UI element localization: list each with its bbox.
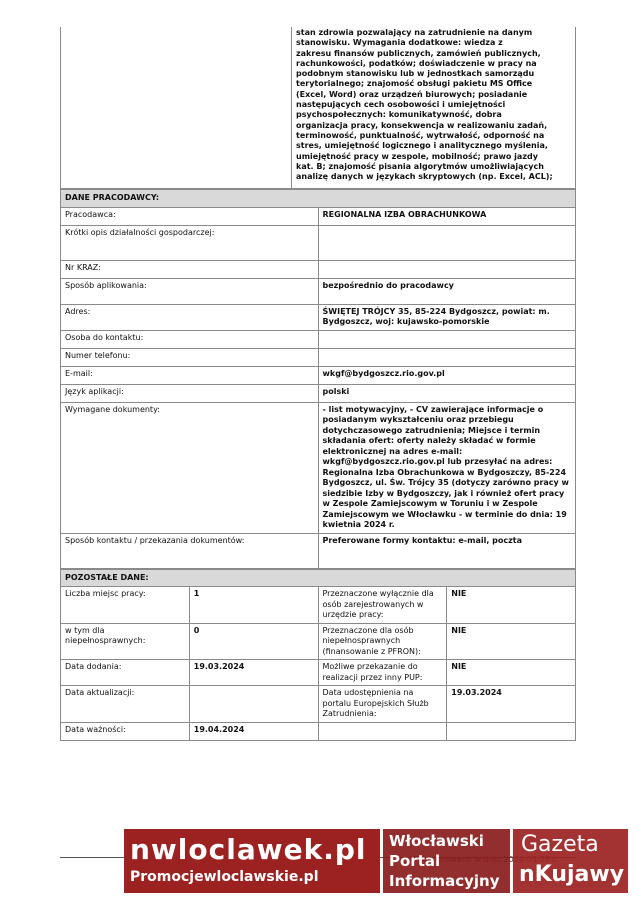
requirements-line: terytorialnego; znajomość obsługi pakietu MS Office: [296, 79, 533, 89]
other-right-value: NIE: [447, 660, 576, 686]
employer-field-value: bezpośrednio do pracodawcy: [318, 278, 576, 304]
employer-field-value: [318, 330, 576, 348]
other-left-label: Data ważności:: [61, 722, 190, 740]
other-right-label: Przeznaczone wyłącznie dla osób zarejestrowanych w urzędzie pracy:: [318, 587, 447, 624]
requirements-line: następujących cech osobowości i umiejętności: [296, 100, 506, 110]
watermark-gazeta: [513, 829, 628, 893]
other-left-value: [189, 686, 318, 723]
other-left-label: w tym dla niepełnosprawnych:: [61, 623, 190, 660]
employer-row: [61, 384, 576, 402]
requirements-line: umiejętność pracy w zespole, mobilność; prawo jazdy: [296, 151, 538, 161]
other-section-title: POZOSTAŁE DANE:: [61, 569, 576, 587]
employer-field-label: Nr KRAZ:: [61, 260, 319, 278]
other-right-label: Możliwe przekazanie do realizacji przez inny PUP:: [318, 660, 447, 686]
employer-row: [61, 278, 576, 304]
employer-field-value: ŚWIĘTEJ TRÓJCY 35, 85-224 Bydgoszcz, powiat: m. Bydgoszcz, woj: kujawsko-pomorskie: [318, 304, 576, 330]
employer-field-label: Sposób kontaktu / przekazania dokumentów:: [61, 533, 319, 568]
watermark-site: nwloclawek.pl: [130, 833, 367, 866]
employer-table: [60, 189, 576, 569]
employer-field-label: E-mail:: [61, 366, 319, 384]
employer-field-label: Krótki opis działalności gospodarczej:: [61, 225, 319, 260]
requirements-line: terminowość, punktualność, wytrwałość, odporność na: [296, 130, 545, 140]
other-data-row: [61, 686, 576, 723]
other-right-value: NIE: [447, 587, 576, 624]
requirements-line: stan zdrowia pozwalający na zatrudnienie na danym: [296, 28, 533, 37]
watermark-kujawy: nKujawy: [519, 862, 625, 887]
other-right-value: [447, 722, 576, 740]
other-left-value: 1: [189, 587, 318, 624]
employer-field-value: [318, 348, 576, 366]
employer-row: [61, 366, 576, 384]
requirements-line: zakresu finansów publicznych, zamówień publicznych,: [296, 48, 541, 58]
job-offer-document: [60, 27, 576, 741]
other-data-row: [61, 722, 576, 740]
employer-row: [61, 260, 576, 278]
watermark-left: [124, 829, 380, 893]
watermark-gazeta-title: Gazeta: [521, 832, 599, 857]
requirements-line: (Excel, Word) oraz urządzeń biurowych; posiadanie: [296, 89, 528, 99]
other-left-label: Data aktualizacji:: [61, 686, 190, 723]
employer-field-value: - list motywacyjny, - CV zawierające informacje o posiadanym wykształceniu oraz przebiegu dotychczasowego zatrudnienia; Miejsce i termin składania ofert: oferty należy składać w formie elektronicznej na adres e-mail: wkgf@bydgoszcz.rio.gov.pl lub przesyłać na adres: Regionalna Izba Obrachunkowa w Bydgoszczy, 85-224 Bydgoszcz, ul. Św. Trójcy 35 (dotyczy zarówno pracy w siedzibie Izby w Bydgoszczy, jak i również ofert pracy w Zespole Zamiejscowym w Toruniu i w Zespole Zamiejscowym we Włocławku - w terminie do dnia: 19 kwietnia 2024 r.: [318, 402, 576, 533]
employer-field-label: Język aplikacji:: [61, 384, 319, 402]
employer-field-label: Numer telefonu:: [61, 348, 319, 366]
other-left-value: 19.04.2024: [189, 722, 318, 740]
watermark-site2: Promocjewloclawskie.pl: [130, 869, 319, 885]
employer-field-label: Osoba do kontaktu:: [61, 330, 319, 348]
watermark-banner: [124, 829, 628, 893]
other-left-label: Data dodania:: [61, 660, 190, 686]
employer-field-label: Adres:: [61, 304, 319, 330]
watermark-portal: [383, 829, 510, 893]
employer-field-label: Sposób aplikowania:: [61, 278, 319, 304]
other-data-row: [61, 623, 576, 660]
other-data-table: [60, 569, 576, 741]
employer-field-value: [318, 225, 576, 260]
other-right-value: 19.03.2024: [447, 686, 576, 723]
employer-field-value: Preferowane formy kontaktu: e-mail, poczta: [318, 533, 576, 568]
employer-row: [61, 348, 576, 366]
watermark-portal-line: Włocławski: [389, 832, 484, 850]
other-left-value: 19.03.2024: [189, 660, 318, 686]
employer-field-value: wkgf@bydgoszcz.rio.gov.pl: [318, 366, 576, 384]
requirements-line: kat. B; znajomość pisania algorytmów umożliwiających: [296, 161, 544, 171]
other-right-value: NIE: [447, 623, 576, 660]
employer-field-value: polski: [318, 384, 576, 402]
requirements-label-cell: [61, 27, 292, 189]
requirements-value-cell: [292, 27, 576, 189]
employer-row: [61, 402, 576, 533]
employer-row: [61, 330, 576, 348]
requirements-line: stanowisku. Wymagania dodatkowe: wiedza z: [296, 38, 503, 48]
requirements-line: analizę danych w językach skryptowych (np. Excel, ACL);: [296, 172, 553, 182]
requirements-line: podobnym stanowisku lub w jednostkach samorządu: [296, 69, 535, 79]
employer-field-value: [318, 260, 576, 278]
employer-section-title: DANE PRACODAWCY:: [61, 190, 576, 208]
requirements-table: [60, 27, 576, 189]
watermark-portal-line: Informacyjny: [389, 872, 500, 890]
employer-row: [61, 207, 576, 225]
requirements-line: organizacja pracy, konsekwencja w realizowaniu zadań,: [296, 120, 548, 130]
employer-field-value: REGIONALNA IZBA OBRACHUNKOWA: [318, 207, 576, 225]
other-left-value: 0: [189, 623, 318, 660]
employer-field-label: Pracodawca:: [61, 207, 319, 225]
other-left-label: Liczba miejsc pracy:: [61, 587, 190, 624]
employer-row: [61, 533, 576, 568]
employer-field-label: Wymagane dokumenty:: [61, 402, 319, 533]
employer-row: [61, 225, 576, 260]
other-data-row: [61, 660, 576, 686]
requirements-line: psychospołecznych: komunikatywność, dobra: [296, 110, 502, 120]
employer-row: [61, 304, 576, 330]
requirements-line: stres, umiejętność logicznego i analitycznego myślenia,: [296, 141, 548, 151]
other-right-label: [318, 722, 447, 740]
other-data-row: [61, 587, 576, 624]
other-right-label: Data udostępnienia na portalu Europejskich Służb Zatrudnienia:: [318, 686, 447, 723]
other-right-label: Przeznaczone dla osób niepełnosprawnych (finansowanie z PFRON):: [318, 623, 447, 660]
requirements-line: rachunkowości, podatków; doświadczenie w pracy na: [296, 58, 537, 68]
watermark-portal-line: Portal: [389, 852, 441, 870]
